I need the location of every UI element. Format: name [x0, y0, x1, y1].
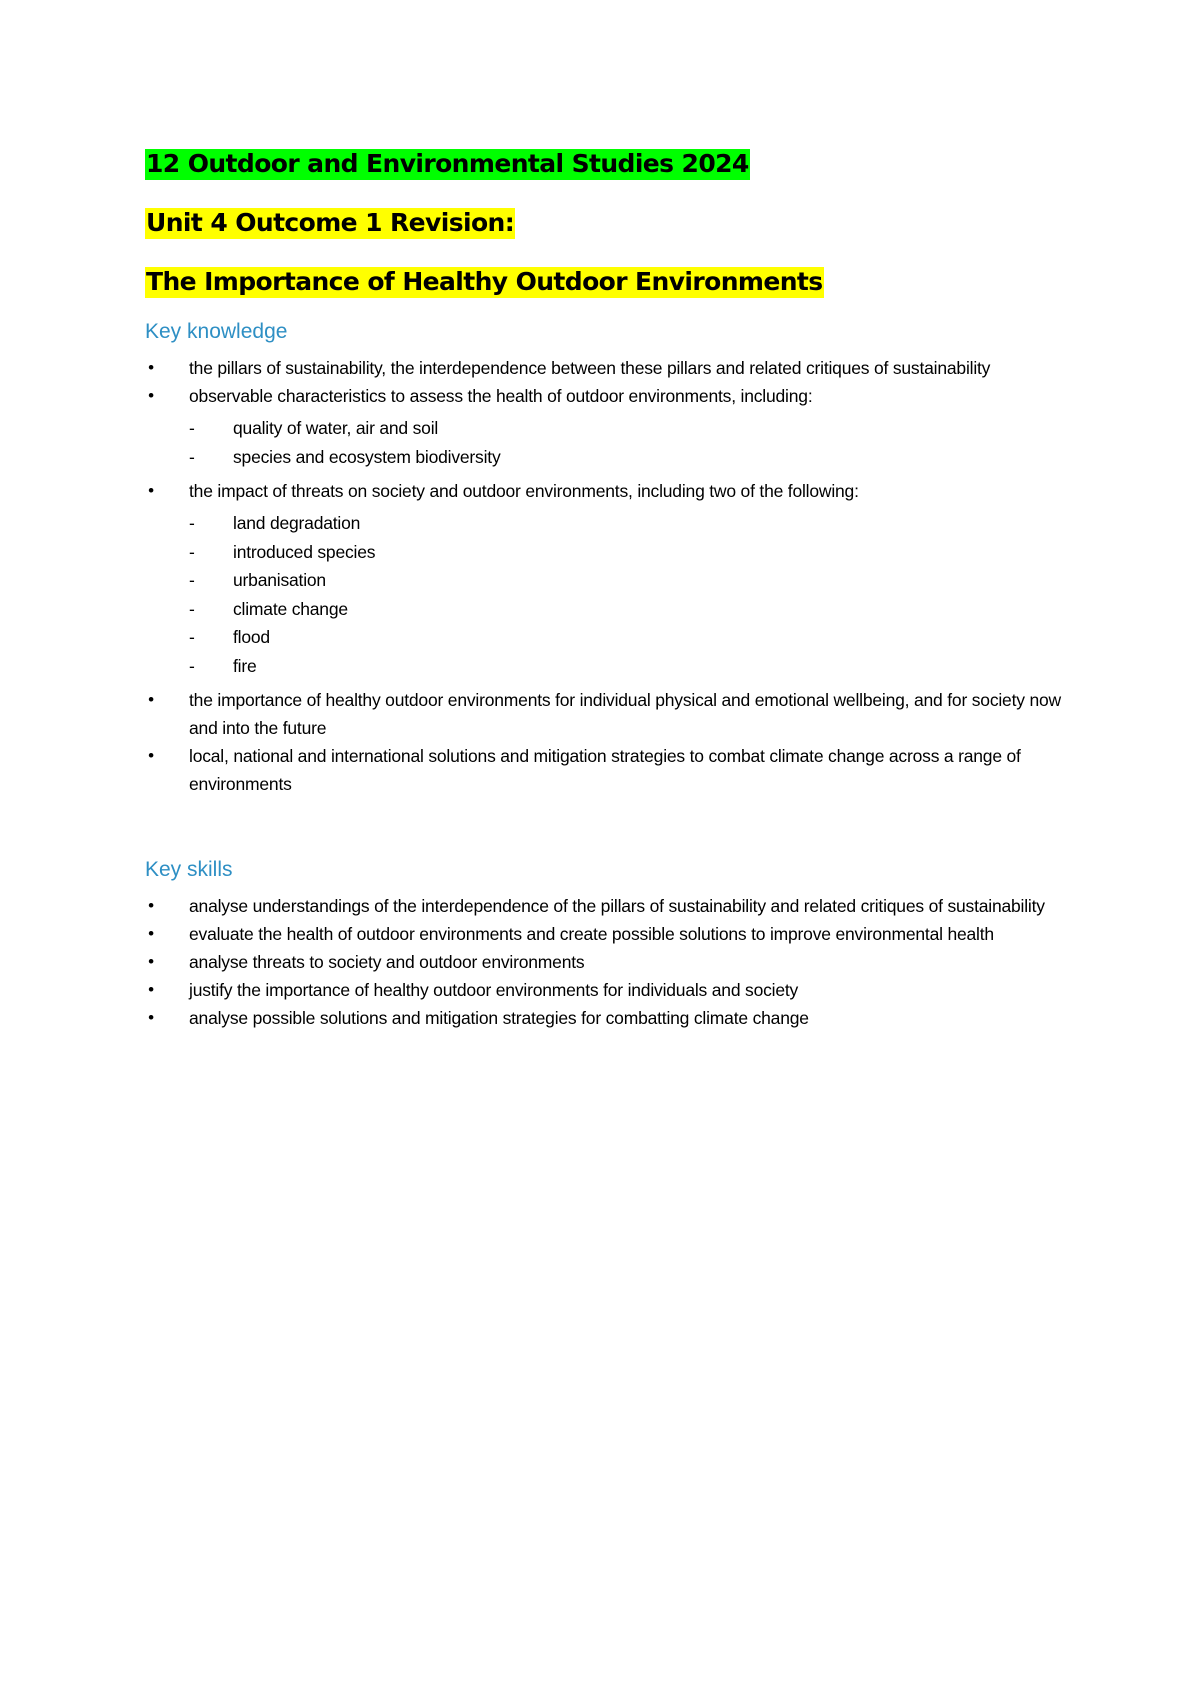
sub-list-item-text: climate change: [233, 598, 348, 619]
key-skills-heading: Key skills: [145, 858, 233, 881]
list-item: [145, 892, 1065, 920]
dash-icon: -: [189, 627, 195, 647]
bullet-icon: •: [148, 952, 154, 971]
list-item-text: the impact of threats on society and outdoor environments, including two of the following:: [189, 481, 859, 501]
sub-list-item: [189, 595, 1065, 624]
bullet-icon: •: [148, 896, 154, 915]
list-item: [145, 382, 1065, 471]
list-item-text: the pillars of sustainability, the interdependence between these pillars and related critiques of sustainability: [189, 358, 991, 378]
sub-list-item: [189, 623, 1065, 652]
key-skills-list: [145, 892, 1065, 1032]
list-item: [145, 1004, 1065, 1032]
list-item-text: local, national and international solutions and mitigation strategies to combat climate change across a range of environments: [189, 746, 1021, 794]
dash-icon: -: [189, 570, 195, 590]
bullet-icon: •: [148, 924, 154, 943]
document-topic: [145, 264, 1065, 300]
key-knowledge-list: [145, 354, 1065, 798]
title-unit-outcome: Unit 4 Outcome 1 Revision:: [146, 208, 515, 237]
list-item: [145, 742, 1065, 798]
sub-list-item-text: flood: [233, 627, 270, 647]
dash-icon: -: [189, 598, 195, 619]
bullet-icon: •: [148, 980, 154, 999]
sub-list-item: [189, 443, 1065, 472]
sub-list-item-text: fire: [233, 655, 257, 676]
section-spacer: [145, 798, 1065, 856]
document-title: [145, 146, 1065, 182]
list-item-text: justify the importance of healthy outdoor environments for individuals and society: [189, 980, 799, 1000]
list-item: [145, 354, 1065, 382]
title-course: 12 Outdoor and Environmental Studies 2024: [146, 149, 749, 178]
document-page: [145, 146, 1065, 1032]
list-item: [145, 948, 1065, 976]
dash-icon: -: [189, 541, 195, 562]
sub-list-item-text: introduced species: [233, 541, 376, 562]
list-item-text: evaluate the health of outdoor environments and create possible solutions to improve environmental health: [189, 924, 994, 944]
sub-list-item: [189, 509, 1065, 538]
list-item: [145, 920, 1065, 948]
bullet-icon: •: [148, 481, 154, 500]
sub-list: [189, 509, 1065, 680]
document-subtitle: [145, 205, 1065, 241]
dash-icon: -: [189, 446, 195, 467]
sub-list-item: [189, 566, 1065, 595]
dash-icon: -: [189, 418, 195, 438]
bullet-icon: •: [148, 690, 154, 709]
dash-icon: -: [189, 513, 195, 533]
bullet-icon: •: [148, 746, 154, 765]
sub-list-item-text: land degradation: [233, 513, 361, 533]
bullet-icon: •: [148, 1008, 154, 1027]
title-topic: The Importance of Healthy Outdoor Environments: [146, 267, 823, 296]
sub-list-item: [189, 414, 1065, 443]
list-item: [145, 686, 1065, 742]
bullet-icon: •: [148, 358, 154, 377]
sub-list-item-text: species and ecosystem biodiversity: [233, 446, 501, 467]
sub-list-item-text: quality of water, air and soil: [233, 418, 439, 438]
list-item-text: analyse understandings of the interdependence of the pillars of sustainability and related critiques of sustainability: [189, 896, 1045, 916]
sub-list: [189, 414, 1065, 471]
sub-list-item: [189, 652, 1065, 681]
list-item-text: observable characteristics to assess the health of outdoor environments, including:: [189, 386, 813, 406]
key-knowledge-heading: Key knowledge: [145, 320, 288, 343]
dash-icon: -: [189, 655, 195, 676]
bullet-icon: •: [148, 386, 154, 405]
list-item: [145, 477, 1065, 680]
list-item-text: analyse possible solutions and mitigation strategies for combatting climate change: [189, 1008, 809, 1028]
sub-list-item-text: urbanisation: [233, 570, 326, 590]
list-item: [145, 976, 1065, 1004]
list-item-text: analyse threats to society and outdoor environments: [189, 952, 585, 972]
sub-list-item: [189, 538, 1065, 567]
list-item-text: the importance of healthy outdoor environments for individual physical and emotional wellbeing, and for society now and into the future: [189, 690, 1061, 738]
